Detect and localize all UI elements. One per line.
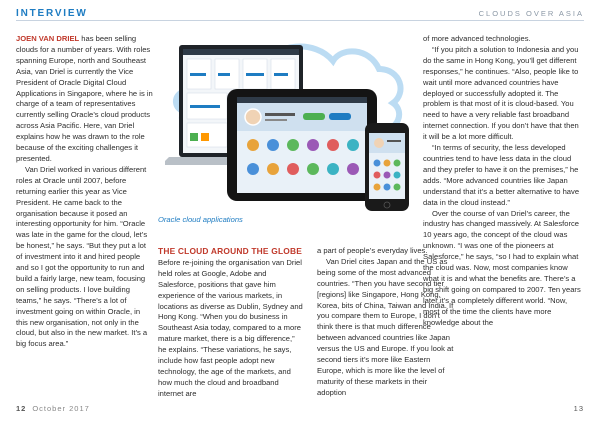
paragraph: Before re-joining the organisation van Driel held roles at Google, Adobe and Salesforce, positions that gave him experience of the various markets, in locations as diverse as Dublin, Sydney and Hong Kong. “When you do business in Southeast Asia today, compared to a more mature market, there is a big difference,” he explains. “These variations, he says, include how fast people adopt new technology, the age of the markets, and how much the cloud and broadband internet are <box>158 257 303 398</box>
article-column-4 <box>423 34 583 328</box>
section-label: INTERVIEW <box>16 8 88 19</box>
intro-paragraph: JOEN VAN DRIEL has been selling clouds for a number of years. With roles spanning Europe, north and Southeast Asia, van Driel is currently the Vice President of Oracle Digital Cloud Applications in Singapore, where he is in charge of a team of representatives currently selling Oracle’s cloud products across Asia Pacific. Here, van Driel explains how he was drawn to the role because of the exciting challenges it presented. <box>16 34 153 163</box>
paragraph: Van Driel cites Japan and the US as being some of the most advanced countries. “Then you have second tier [regions] like Singapore, Hong Kong, Korea, bits of China, Taiwan and India. If you compare them to Europe, I don’t think there is that much difference between advanced countries like Japan versus the US and Europe. If you look at second tiers it’s more like Eastern Europe, which is more like the level of maturity of these markets in their adoption <box>317 256 454 397</box>
tablet-device <box>227 89 377 201</box>
image-caption: Oracle cloud applications <box>158 215 243 224</box>
page-footer <box>16 404 584 416</box>
page-number-right: 13 <box>573 404 584 413</box>
magazine-title: CLOUDS OVER ASIA <box>478 9 584 18</box>
footer-left <box>16 404 90 413</box>
paragraph: a part of people’s everyday lives. <box>317 246 428 255</box>
page-header <box>0 0 600 22</box>
article-column-1 <box>16 34 154 350</box>
page-number-left: 12 <box>16 404 27 413</box>
phone-device <box>365 123 409 211</box>
article-column-2 <box>158 246 303 400</box>
paragraph: Van Driel worked in various different roles at Oracle until 2007, before returning earlier this year as Vice President. He came back to the organisation because it posed an interesting opportunity for him. “Oracle was late in the game for the cloud, let’s be honest,” he says. “But they put a lot of investment into it and hired people and so I got the opportunity to run and build a fairly large, new team, focusing on selling products. I love building teams,” he says. “There’s a lot of investment going on within Oracle, in this new organisation, not only in the cloud, but also in the new market. It’s a big focus area.” <box>16 164 148 349</box>
paragraph: “In terms of security, the less developed countries tend to have less data in the cloud and they prefer to have it on the premises,” he adds. “More advanced countries like Japan understand that it’s a better alternative to have data in the cloud instead.” <box>423 143 580 207</box>
paragraph: of more advanced technologies. <box>423 34 531 43</box>
cloud-devices-illustration <box>165 33 410 213</box>
section-subhead: THE CLOUD AROUND THE GLOBE <box>158 246 303 256</box>
paragraph: Over the course of van Driel’s career, the industry has changed massively. At Salesforce 10 years ago, the concept of the cloud was unknown. “I was one of the pioneers at Salesforce,” he says, “so I had to explain what the cloud was. Now, most companies know what it is and what the benefits are. There’s a big shift going on compared to 2007. Ten years later it’s a completely different world. “Now, most of the time the clients have more knowledge about the <box>423 208 581 327</box>
header-rule <box>16 20 584 21</box>
lead-name: JOEN VAN DRIEL <box>16 34 80 43</box>
paragraph: “If you pitch a solution to Indonesia and you do the same in Hong Kong, you’ll get different responses,” he continues. “Also, people like to wait until more advanced countries have deployed or successfully adopted it. The problem is that most of it is cloud-based. You need to have a very reliable fast broadband internet connection. If you don’t have that then it will be a lot more difficult. <box>423 44 579 142</box>
issue-date: October 2017 <box>32 404 90 413</box>
